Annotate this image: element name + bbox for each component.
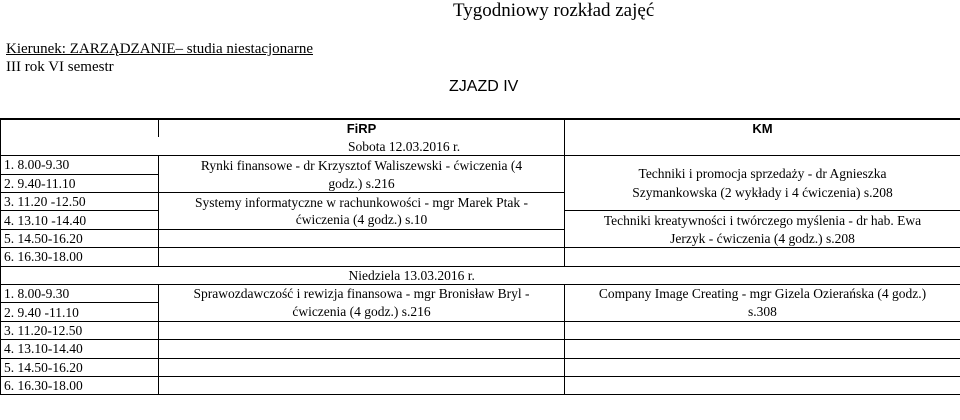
slot-cell: 2. 9.40 -11.10 <box>1 303 159 321</box>
empty-cell <box>565 376 960 394</box>
table-row <box>1 321 960 339</box>
table-row <box>1 303 960 321</box>
table-row <box>1 340 960 358</box>
empty-cell <box>565 358 960 376</box>
saturday-km-class-1-line2: Szymankowska (2 wykłady i 4 ćwiczenia) s.208 <box>632 185 893 201</box>
sunday-firp-class-1-line1: Sprawozdawczość i rewizja finansowa - mgr Bronisław Bryl - <box>159 285 565 303</box>
table-row <box>1 211 960 229</box>
slot-cell: 2. 9.40-11.10 <box>1 174 159 192</box>
saturday-km-class-2-line1: Techniki kreatywności i twórczego myślenia - dr hab. Ewa <box>565 211 960 229</box>
slot-cell: 6. 16.30-18.00 <box>1 248 159 266</box>
saturday-firp-class-1-line1: Rynki finansowe - dr Krzysztof Waliszewski - ćwiczenia (4 <box>159 156 565 174</box>
table-row <box>1 285 960 303</box>
saturday-km-empty <box>565 137 960 155</box>
slot-cell: 3. 11.20-12.50 <box>1 321 159 339</box>
year-semester-label: III rok VI semestr <box>6 59 114 75</box>
slot-cell: 6. 16.30-18.00 <box>1 376 159 394</box>
header-slot-cell <box>1 119 159 137</box>
slot-cell: 3. 11.20 -12.50 <box>1 193 159 211</box>
slot-cell: 4. 13.10-14.40 <box>1 340 159 358</box>
empty-cell <box>565 340 960 358</box>
slot-cell: 1. 8.00-9.30 <box>1 285 159 303</box>
empty-cell <box>159 321 565 339</box>
empty-cell <box>159 358 565 376</box>
slot-cell: 4. 13.10 -14.40 <box>1 211 159 229</box>
saturday-label: Sobota 12.03.2016 r. <box>348 138 461 154</box>
table-row <box>1 229 960 247</box>
page-title: Tygodniowy rozkład zajęć <box>453 0 655 21</box>
empty-cell <box>159 248 565 266</box>
slot-cell: 5. 14.50-16.20 <box>1 229 159 247</box>
empty-cell <box>159 340 565 358</box>
table-row <box>1 358 960 376</box>
table-row <box>1 248 960 266</box>
empty-cell <box>565 321 960 339</box>
slot-cell: 1. 8.00-9.30 <box>1 156 159 174</box>
empty-cell <box>565 248 960 266</box>
sunday-firp-class-1-line2: ćwiczenia (4 godz.) s.216 <box>159 303 565 321</box>
header-firp: FiRP <box>159 119 565 137</box>
sunday-km-empty <box>565 266 960 284</box>
saturday-firp-class-2-line2: ćwiczenia (4 godz.) s.10 <box>159 211 565 229</box>
saturday-km-class-1-line1: Techniki i promocja sprzedaży - dr Agnieszka <box>638 166 887 182</box>
empty-cell <box>159 229 565 247</box>
saturday-firp-class-1-line2: godz.) s.216 <box>159 174 565 192</box>
sunday-label: Niedziela 13.03.2016 r. <box>348 267 475 283</box>
sunday-label-wrap <box>1 266 565 284</box>
empty-cell <box>159 376 565 394</box>
header-km: KM <box>565 119 960 137</box>
header-row <box>1 119 960 137</box>
schedule-table <box>0 118 960 395</box>
department-label: Kierunek: ZARZĄDZANIE– studia niestacjonarne <box>6 41 313 57</box>
table-row <box>1 376 960 394</box>
zjazd-label: ZJAZD IV <box>449 78 519 95</box>
table-row <box>1 156 960 174</box>
saturday-day-row <box>1 137 960 155</box>
sunday-km-class-1-line2: s.308 <box>565 303 960 321</box>
slot-cell: 5. 14.50-16.20 <box>1 358 159 376</box>
sunday-km-class-1-line1: Company Image Creating - mgr Gizela Ozierańska (4 godz.) <box>565 285 960 303</box>
sunday-day-row <box>1 266 960 284</box>
saturday-label-wrap <box>1 137 565 155</box>
saturday-km-class-2-line2: Jerzyk - ćwiczenia (4 godz.) s.208 <box>565 229 960 247</box>
saturday-km-class-1 <box>565 156 960 211</box>
saturday-firp-class-2-line1: Systemy informatyczne w rachunkowości - mgr Marek Ptak - <box>159 193 565 211</box>
